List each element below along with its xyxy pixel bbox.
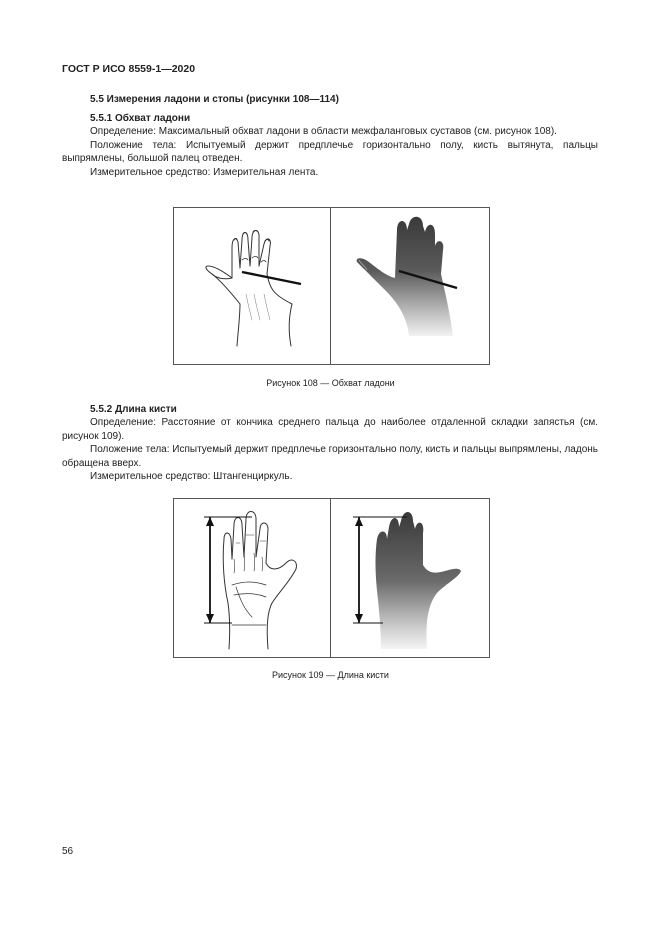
subsection-body-hand-length [62, 416, 598, 484]
body-position-paragraph: Положение тела: Испытуемый держит предплечье горизонтально полу, кисть и пальцы выпрямлены, ладонь обращена вверх. [62, 444, 598, 469]
body-position-paragraph: Положение тела: Испытуемый держит предплечье горизонтально полу, кисть вытянута, пальцы выпрямлены, большой палец отведен. [62, 139, 598, 164]
subsection-body-hand-girth [62, 125, 598, 179]
instrument-paragraph: Измерительное средство: Штангенциркуль. [90, 471, 293, 482]
figure-109 [173, 498, 490, 658]
definition-paragraph: Определение: Максимальный обхват ладони в области межфаланговых суставов (см. рисунок 108). [90, 126, 557, 137]
figure-108 [173, 207, 490, 365]
section-title: 5.5 Измерения ладони и стопы (рисунки 108—114) [90, 94, 339, 105]
palm-girth-measure-line [242, 272, 301, 284]
hand-photo-illustration [331, 208, 489, 364]
figure-109-drawing [174, 499, 330, 657]
subsection-title-hand-girth: 5.5.1 Обхват ладони [90, 113, 191, 124]
palm-outline-illustration [174, 499, 330, 657]
page-number: 56 [62, 846, 74, 857]
hand-outline-illustration [174, 208, 330, 364]
instrument-paragraph: Измерительное средство: Измерительная лента. [90, 166, 319, 178]
figure-108-photo [331, 208, 489, 364]
figure-108-drawing [174, 208, 330, 364]
subsection-title-hand-length: 5.5.2 Длина кисти [90, 404, 177, 415]
figure-109-caption: Рисунок 109 — Длина кисти [272, 670, 389, 680]
figure-108-caption: Рисунок 108 — Обхват ладони [266, 378, 395, 388]
figure-109-photo [331, 499, 489, 657]
document-header: ГОСТ Р ИСО 8559-1—2020 [62, 63, 196, 75]
definition-paragraph: Определение: Расстояние от кончика среднего пальца до наиболее отдаленной складки запястья (см. рисунок 109). [62, 417, 598, 442]
palm-photo-illustration [331, 499, 489, 657]
